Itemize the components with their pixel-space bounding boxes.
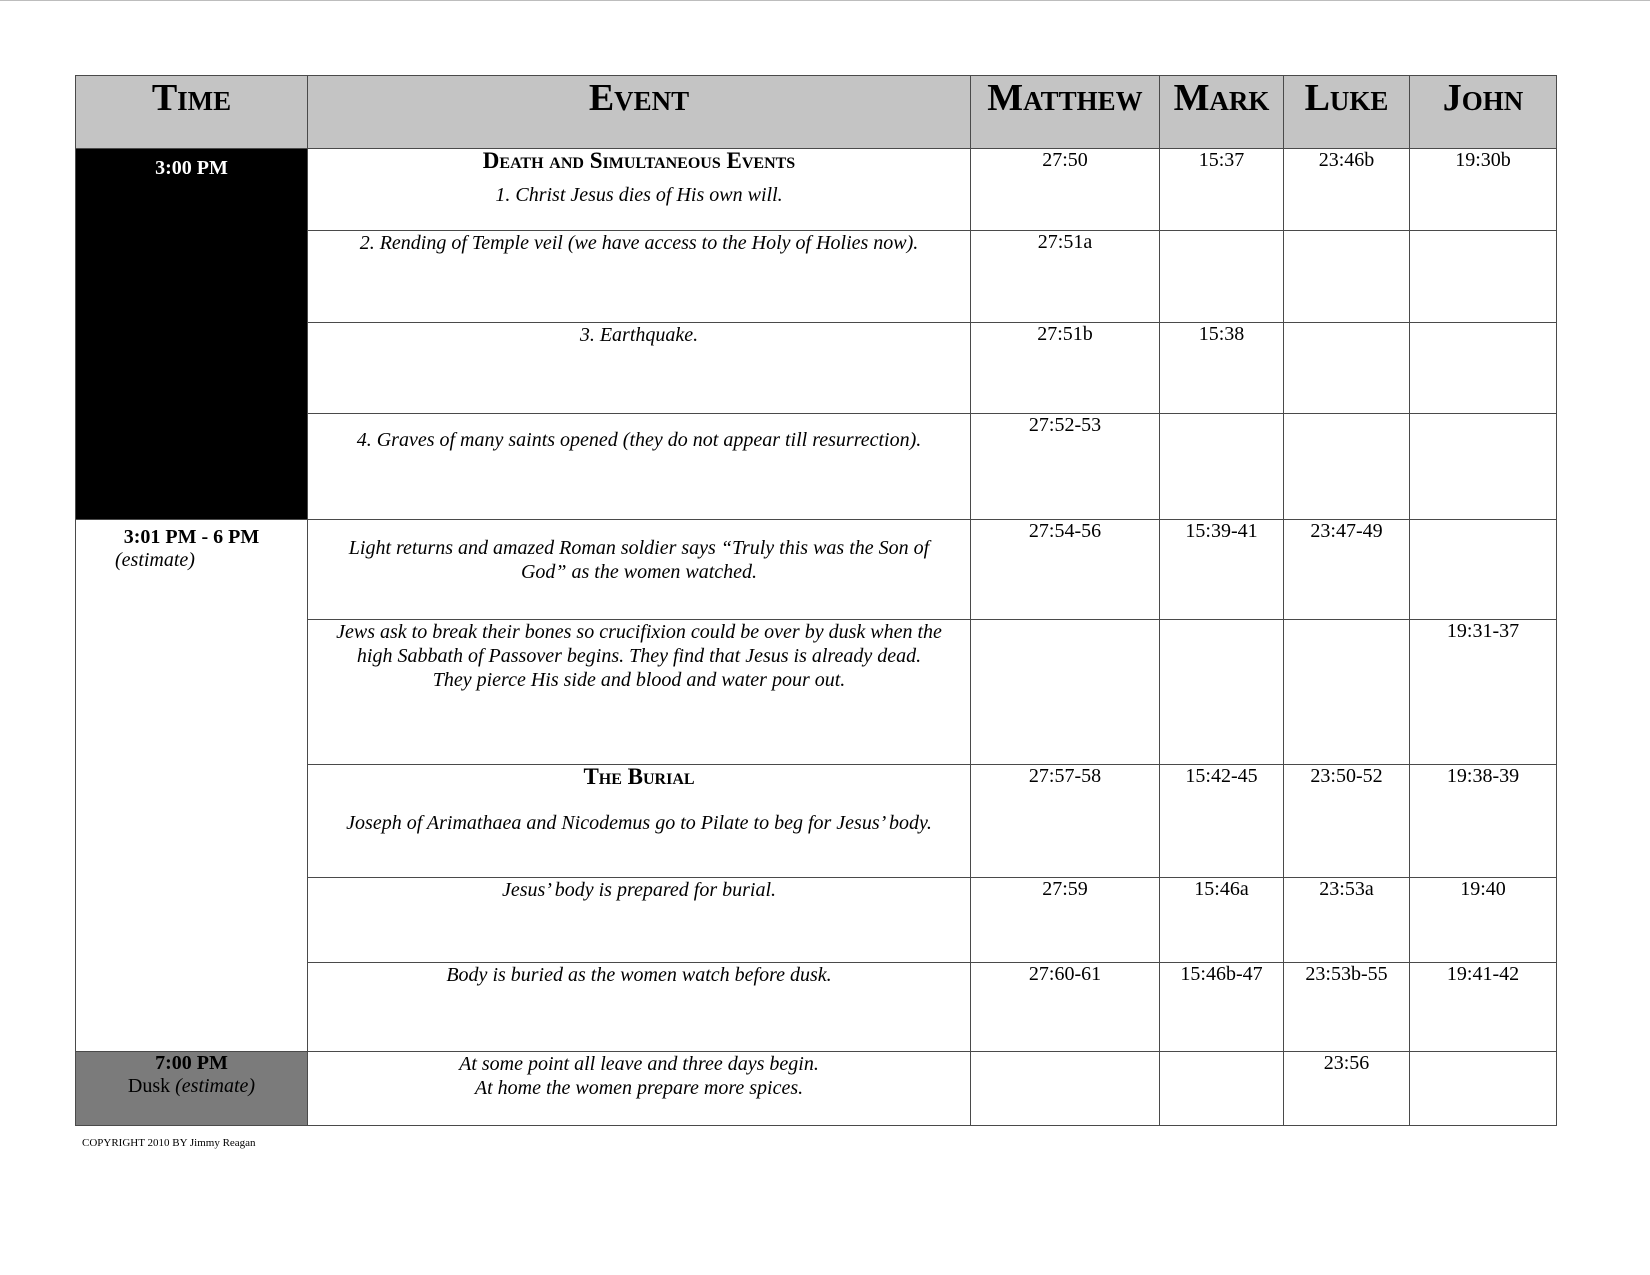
- ref-john: [1410, 231, 1557, 323]
- header-event: Event: [308, 76, 971, 149]
- header-john: John: [1410, 76, 1557, 149]
- time-label: 3:01 PM - 6 PM: [123, 526, 260, 548]
- header-time: Time: [76, 76, 308, 149]
- event-cell: [308, 414, 971, 520]
- ref-mark: 15:42-45: [1160, 765, 1284, 878]
- event-text-line: God” as the women watched.: [520, 561, 758, 583]
- event-text-line: At home the women prepare more spices.: [474, 1077, 804, 1099]
- header-matthew: Matthew: [971, 76, 1160, 149]
- ref-matthew: 27:51b: [971, 323, 1160, 414]
- ref-john: 19:30b: [1410, 149, 1557, 231]
- event-text: 2. Rending of Temple veil (we have access to the Holy of Holies now).: [359, 232, 919, 254]
- ref-john: [1410, 520, 1557, 620]
- event-text: 3. Earthquake.: [579, 324, 699, 346]
- table-row: [76, 149, 1557, 231]
- event-text: Jesus’ body is prepared for burial.: [501, 879, 777, 901]
- ref-mark: 15:46b-47: [1160, 963, 1284, 1052]
- header-mark: Mark: [1160, 76, 1284, 149]
- event-cell: [308, 963, 971, 1052]
- time-label: 7:00 PM: [155, 1052, 228, 1074]
- ref-luke: 23:47-49: [1284, 520, 1410, 620]
- event-text-line: They pierce His side and blood and water pour out.: [432, 669, 846, 691]
- ref-luke: 23:46b: [1284, 149, 1410, 231]
- ref-john: 19:41-42: [1410, 963, 1557, 1052]
- ref-matthew: 27:60-61: [971, 963, 1160, 1052]
- section-title: Death and Simultaneous Events: [482, 148, 796, 173]
- ref-john: [1410, 414, 1557, 520]
- ref-luke: [1284, 323, 1410, 414]
- ref-john: 19:31-37: [1410, 620, 1557, 765]
- time-cell-afternoon: [76, 520, 308, 1052]
- ref-matthew: 27:57-58: [971, 765, 1160, 878]
- event-cell: [308, 231, 971, 323]
- event-text-line: Light returns and amazed Roman soldier says “Truly this was the Son of: [348, 537, 930, 559]
- event-cell: [308, 620, 971, 765]
- ref-matthew: [971, 620, 1160, 765]
- table-row: [76, 520, 1557, 620]
- event-text-line: At some point all leave and three days begin.: [459, 1053, 819, 1075]
- ref-john: [1410, 1052, 1557, 1126]
- ref-matthew: 27:52-53: [971, 414, 1160, 520]
- time-label: 3:00 PM: [155, 157, 228, 179]
- ref-luke: 23:53a: [1284, 878, 1410, 963]
- ref-mark: 15:46a: [1160, 878, 1284, 963]
- event-text: Body is buried as the women watch before dusk.: [446, 964, 832, 986]
- event-cell: [308, 765, 971, 878]
- ref-mark: 15:37: [1160, 149, 1284, 231]
- section-title: The Burial: [583, 764, 695, 789]
- time-note: (estimate): [175, 1075, 256, 1097]
- ref-luke: 23:50-52: [1284, 765, 1410, 878]
- time-note: (estimate): [115, 549, 195, 571]
- event-cell: [308, 149, 971, 231]
- ref-john: 19:38-39: [1410, 765, 1557, 878]
- event-text: 1. Christ Jesus dies of His own will.: [495, 184, 783, 206]
- gospel-harmony-table: [75, 75, 1557, 1126]
- time-cell-3pm: [76, 149, 308, 520]
- ref-matthew: [971, 1052, 1160, 1126]
- event-text: Joseph of Arimathaea and Nicodemus go to Pilate to beg for Jesus’ body.: [346, 812, 932, 834]
- event-cell: [308, 520, 971, 620]
- ref-matthew: 27:51a: [971, 231, 1160, 323]
- ref-matthew: 27:54-56: [971, 520, 1160, 620]
- copyright-notice: COPYRIGHT 2010 BY Jimmy Reagan: [82, 1137, 256, 1149]
- time-cell-dusk: [76, 1052, 308, 1126]
- ref-john: 19:40: [1410, 878, 1557, 963]
- header-row: [76, 76, 1557, 149]
- ref-mark: [1160, 1052, 1284, 1126]
- ref-luke: 23:56: [1284, 1052, 1410, 1126]
- ref-matthew: 27:59: [971, 878, 1160, 963]
- event-cell: [308, 323, 971, 414]
- ref-mark: 15:38: [1160, 323, 1284, 414]
- ref-mark: [1160, 231, 1284, 323]
- top-rule: [0, 0, 1650, 1]
- event-text: 4. Graves of many saints opened (they do not appear till resurrection).: [356, 429, 922, 451]
- event-text-line: Jews ask to break their bones so crucifixion could be over by dusk when the: [336, 621, 942, 643]
- ref-luke: 23:53b-55: [1284, 963, 1410, 1052]
- table-row: [76, 1052, 1557, 1126]
- event-cell: [308, 1052, 971, 1126]
- event-text-line: high Sabbath of Passover begins. They find that Jesus is already dead.: [356, 645, 922, 667]
- ref-mark: [1160, 414, 1284, 520]
- ref-luke: [1284, 414, 1410, 520]
- time-prefix: Dusk: [127, 1075, 171, 1097]
- ref-john: [1410, 323, 1557, 414]
- ref-mark: 15:39-41: [1160, 520, 1284, 620]
- ref-mark: [1160, 620, 1284, 765]
- event-cell: [308, 878, 971, 963]
- ref-matthew: 27:50: [971, 149, 1160, 231]
- header-luke: Luke: [1284, 76, 1410, 149]
- ref-luke: [1284, 231, 1410, 323]
- ref-luke: [1284, 620, 1410, 765]
